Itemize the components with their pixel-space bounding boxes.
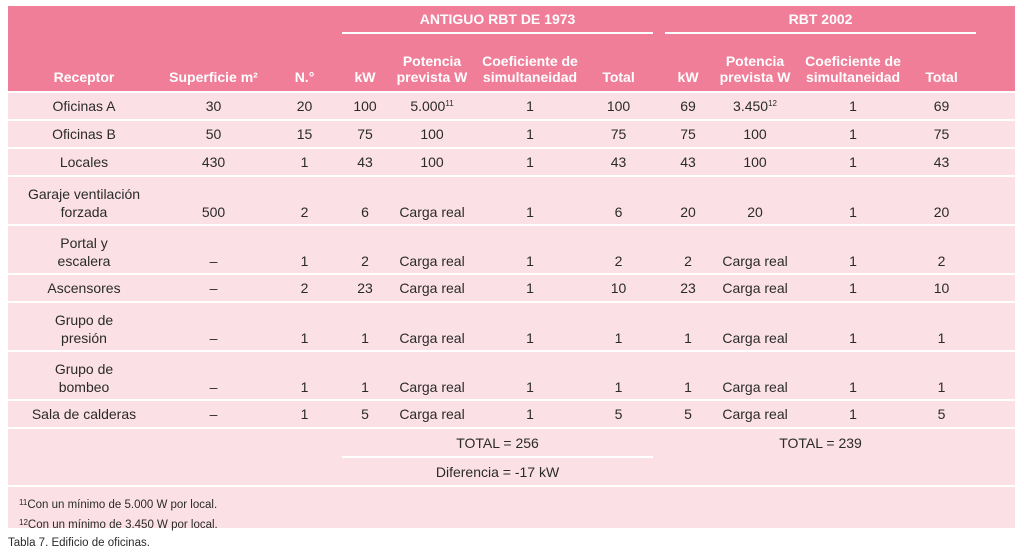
potencia-new-cell: Carga real xyxy=(711,225,799,274)
col-kw-old: kW xyxy=(342,32,388,92)
table-row xyxy=(8,148,1015,176)
total-old-cell: 2 xyxy=(584,225,653,274)
coef-old-cell: 1 xyxy=(476,302,584,351)
num-cell: 1 xyxy=(267,351,342,400)
table-row xyxy=(8,400,1015,428)
data-table xyxy=(8,6,1015,552)
num-cell: 2 xyxy=(267,274,342,302)
table-row xyxy=(8,274,1015,302)
potencia-new-cell: Carga real xyxy=(711,302,799,351)
footnote: $^{11}$Con un mínimo de 5.000 W por local. xyxy=(19,498,218,511)
col-receptor: Receptor xyxy=(8,32,160,92)
total-new-cell: 10 xyxy=(907,274,976,302)
total-old: TOTAL = 256 xyxy=(342,428,653,457)
coef-old-cell: 1 xyxy=(476,148,584,176)
table-row xyxy=(8,302,1015,351)
col-potencia-old: Potencia prevista W xyxy=(388,32,476,92)
kw-old-cell: 1 xyxy=(342,302,388,351)
potencia-old-cell: Carga real xyxy=(388,351,476,400)
data-table-container xyxy=(8,6,1015,531)
num-cell: 1 xyxy=(267,225,342,274)
total-new-cell: 43 xyxy=(907,148,976,176)
kw-old-cell: 2 xyxy=(342,225,388,274)
table-row xyxy=(8,120,1015,148)
total-old-cell: 10 xyxy=(584,274,653,302)
coef-new-cell: 1 xyxy=(799,148,907,176)
kw-old-cell: 23 xyxy=(342,274,388,302)
num-cell: 1 xyxy=(267,302,342,351)
receptor-cell: Garaje ventilación forzada xyxy=(8,176,160,225)
footnotes-row xyxy=(8,486,1015,552)
coef-new-cell: 1 xyxy=(799,92,907,120)
kw-old-cell: 5 xyxy=(342,400,388,428)
potencia-old-cell: 5.000$^{11}$ xyxy=(388,92,476,120)
total-old-cell: 1 xyxy=(584,302,653,351)
total-new: TOTAL = 239 xyxy=(665,428,976,457)
num-cell: 15 xyxy=(267,120,342,148)
coef-new-cell: 1 xyxy=(799,225,907,274)
total-old-cell: 5 xyxy=(584,400,653,428)
superficie-cell: – xyxy=(160,351,267,400)
kw-new-cell: 75 xyxy=(665,120,711,148)
col-coef-new: Coeficiente de simultaneidad xyxy=(799,32,907,92)
coef-old-cell: 1 xyxy=(476,225,584,274)
total-new-cell: 5 xyxy=(907,400,976,428)
kw-new-cell: 43 xyxy=(665,148,711,176)
superficie-cell: – xyxy=(160,302,267,351)
num-cell: 1 xyxy=(267,400,342,428)
potencia-old-cell: 100 xyxy=(388,120,476,148)
table-row xyxy=(8,351,1015,400)
group-header-old: ANTIGUO RBT DE 1973 xyxy=(342,6,653,32)
potencia-new-cell: 20 xyxy=(711,176,799,225)
potencia-old-cell: Carga real xyxy=(388,176,476,225)
kw-new-cell: 1 xyxy=(665,302,711,351)
potencia-new-cell: Carga real xyxy=(711,400,799,428)
coef-old-cell: 1 xyxy=(476,176,584,225)
total-new-cell: 1 xyxy=(907,302,976,351)
col-potencia-new: Potencia prevista W xyxy=(711,32,799,92)
superficie-cell: – xyxy=(160,274,267,302)
potencia-new-cell: Carga real xyxy=(711,351,799,400)
receptor-cell: Ascensores xyxy=(8,274,160,302)
total-new-cell: 20 xyxy=(907,176,976,225)
potencia-old-cell: Carga real xyxy=(388,400,476,428)
coef-old-cell: 1 xyxy=(476,400,584,428)
receptor-cell: Oficinas B xyxy=(8,120,160,148)
col-superficie: Superficie m² xyxy=(160,32,267,92)
potencia-new-cell: 3.450$^{12}$ xyxy=(711,92,799,120)
coef-old-cell: 1 xyxy=(476,120,584,148)
total-old-cell: 43 xyxy=(584,148,653,176)
num-cell: 20 xyxy=(267,92,342,120)
coef-new-cell: 1 xyxy=(799,400,907,428)
table-caption: Tabla 7. Edificio de oficinas. xyxy=(8,537,150,549)
potencia-old-cell: Carga real xyxy=(388,225,476,274)
receptor-cell: Locales xyxy=(8,148,160,176)
total-new-cell: 75 xyxy=(907,120,976,148)
coef-new-cell: 1 xyxy=(799,274,907,302)
coef-old-cell: 1 xyxy=(476,92,584,120)
total-old-cell: 1 xyxy=(584,351,653,400)
coef-old-cell: 1 xyxy=(476,274,584,302)
footnotes xyxy=(8,486,1015,552)
column-header-row xyxy=(8,32,1015,92)
difference-row xyxy=(8,457,1015,486)
superficie-cell: – xyxy=(160,400,267,428)
potencia-old-cell: Carga real xyxy=(388,302,476,351)
table-row xyxy=(8,225,1015,274)
kw-old-cell: 75 xyxy=(342,120,388,148)
kw-new-cell: 69 xyxy=(665,92,711,120)
receptor-cell: Grupo de bombeo xyxy=(8,351,160,400)
coef-old-cell: 1 xyxy=(476,351,584,400)
kw-old-cell: 100 xyxy=(342,92,388,120)
kw-new-cell: 1 xyxy=(665,351,711,400)
kw-new-cell: 2 xyxy=(665,225,711,274)
kw-old-cell: 1 xyxy=(342,351,388,400)
superficie-cell: 430 xyxy=(160,148,267,176)
col-num: N.° xyxy=(267,32,342,92)
total-old-cell: 100 xyxy=(584,92,653,120)
receptor-cell: Sala de calderas xyxy=(8,400,160,428)
table-body xyxy=(8,92,1015,428)
totals-row xyxy=(8,428,1015,457)
potencia-old-cell: 100 xyxy=(388,148,476,176)
kw-old-cell: 43 xyxy=(342,148,388,176)
kw-old-cell: 6 xyxy=(342,176,388,225)
difference: Diferencia = -17 kW xyxy=(342,457,653,486)
superficie-cell: 30 xyxy=(160,92,267,120)
potencia-new-cell: 100 xyxy=(711,148,799,176)
kw-new-cell: 23 xyxy=(665,274,711,302)
group-header-new: RBT 2002 xyxy=(665,6,976,32)
superficie-cell: 500 xyxy=(160,176,267,225)
col-coef-old: Coeficiente de simultaneidad xyxy=(476,32,584,92)
total-new-cell: 1 xyxy=(907,351,976,400)
footnote: $^{12}$Con un mínimo de 3.450 W por local. xyxy=(19,518,218,531)
col-total-old: Total xyxy=(584,32,653,92)
num-cell: 1 xyxy=(267,148,342,176)
potencia-new-cell: Carga real xyxy=(711,274,799,302)
table-row xyxy=(8,92,1015,120)
total-old-cell: 6 xyxy=(584,176,653,225)
col-total-new: Total xyxy=(907,32,976,92)
potencia-new-cell: 100 xyxy=(711,120,799,148)
receptor-cell: Grupo de presión xyxy=(8,302,160,351)
superficie-cell: – xyxy=(160,225,267,274)
receptor-cell: Portal y escalera xyxy=(8,225,160,274)
coef-new-cell: 1 xyxy=(799,351,907,400)
total-new-cell: 2 xyxy=(907,225,976,274)
potencia-old-cell: Carga real xyxy=(388,274,476,302)
total-old-cell: 75 xyxy=(584,120,653,148)
coef-new-cell: 1 xyxy=(799,120,907,148)
kw-new-cell: 20 xyxy=(665,176,711,225)
col-kw-new: kW xyxy=(665,32,711,92)
total-new-cell: 69 xyxy=(907,92,976,120)
superficie-cell: 50 xyxy=(160,120,267,148)
num-cell: 2 xyxy=(267,176,342,225)
coef-new-cell: 1 xyxy=(799,302,907,351)
table-row xyxy=(8,176,1015,225)
coef-new-cell: 1 xyxy=(799,176,907,225)
receptor-cell: Oficinas A xyxy=(8,92,160,120)
kw-new-cell: 5 xyxy=(665,400,711,428)
